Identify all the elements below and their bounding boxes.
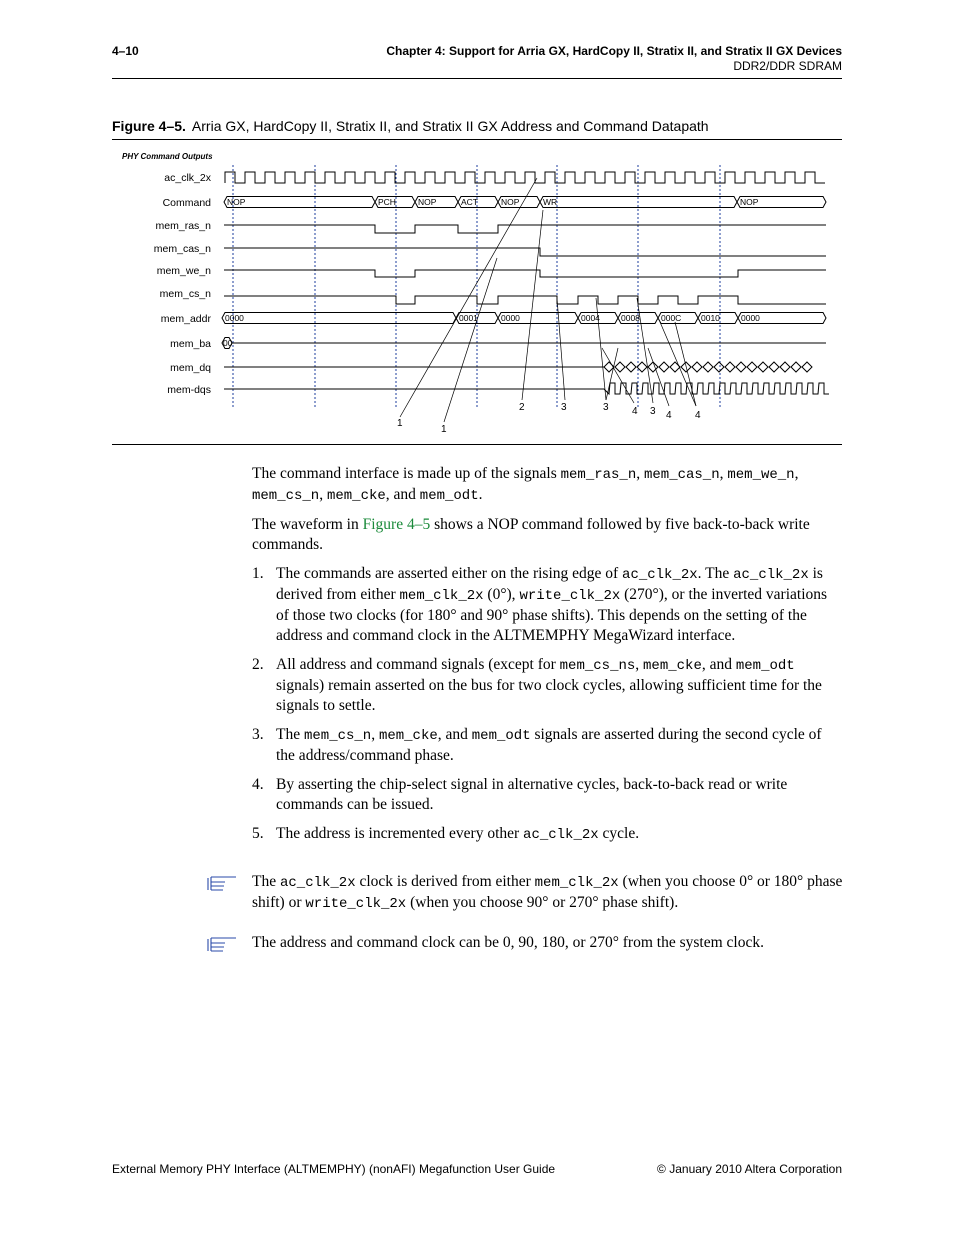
command-bus-value: PCH bbox=[378, 197, 396, 207]
dq-data-cell bbox=[758, 362, 768, 372]
ba-bus-value: 00 bbox=[223, 338, 233, 348]
signal-name: mem_cs_n bbox=[252, 488, 320, 504]
addr-bus-value: 0000 bbox=[501, 313, 520, 323]
callout-leader-line bbox=[602, 348, 634, 403]
command-bus-value: ACT bbox=[461, 197, 478, 207]
figure-title: Arria GX, HardCopy II, Stratix II, and Stratix II GX Address and Command Datapath bbox=[191, 118, 709, 134]
command-bus-segment bbox=[224, 197, 375, 208]
figure-label: Figure 4–5. bbox=[112, 118, 186, 134]
addr-bus-value: 0000 bbox=[741, 313, 760, 323]
addr-bus-segment bbox=[222, 313, 456, 324]
page-number: 4–10 bbox=[112, 44, 139, 58]
signal-label-mem_cs_n: mem_cs_n bbox=[159, 288, 211, 300]
note: The ac_clk_2x clock is derived from either mem_clk_2x (when you choose 0° or 180° phase shift) or write_clk_2x (when you choose 90° or 270° phase shift). bbox=[205, 872, 845, 914]
figure-link[interactable]: Figure 4–5 bbox=[362, 516, 431, 533]
dq-data-cell bbox=[670, 362, 680, 372]
dq-data-cell bbox=[736, 362, 746, 372]
list-item: 1. The commands are asserted either on the rising edge of ac_clk_2x. The ac_clk_2x is derived from either mem_clk_2x (0°), write_clk_2x (270°), or the inverted variations of those two clocks (for 180° and 90° phase shifts). This depends on the setting of the address and command clock in the ALTMEMPHY MegaWizard interface. bbox=[252, 565, 828, 644]
signal-name: mem_we_n bbox=[727, 467, 795, 483]
dq-data-cell bbox=[714, 362, 724, 372]
callout-number: 3 bbox=[650, 406, 656, 417]
addr-bus-value: 0004 bbox=[581, 313, 600, 323]
timing-diagram bbox=[0, 0, 954, 445]
list-item: 4. By asserting the chip-select signal in alternative cycles, back-to-back read or write commands can be issued. bbox=[252, 776, 788, 813]
callout-number: 3 bbox=[561, 402, 567, 413]
addr-bus-value: 0008 bbox=[621, 313, 640, 323]
signal-label-mem_cas_n: mem_cas_n bbox=[153, 243, 211, 255]
callout-leader-line bbox=[400, 178, 537, 417]
cas-waveform bbox=[224, 248, 826, 256]
callout-number: 2 bbox=[519, 402, 525, 413]
signal-label-Command: Command bbox=[162, 197, 211, 209]
dq-data-cell bbox=[703, 362, 713, 372]
addr-bus-value: 0001 bbox=[459, 313, 478, 323]
chapter-title: Chapter 4: Support for Arria GX, HardCopy II, Stratix II, and Stratix II GX Devices bbox=[386, 44, 842, 58]
footer-copyright: © January 2010 Altera Corporation bbox=[657, 1162, 842, 1176]
waveform-paragraph: The waveform in Figure 4–5 shows a NOP command followed by five back-to-back write commands. bbox=[252, 516, 810, 553]
phy-command-outputs-label: PHY Command Outputs bbox=[122, 152, 213, 161]
intro-paragraph: The command interface is made up of the signals mem_ras_n, mem_cas_n, mem_we_n, mem_cs_n, mem_cke, and mem_odt. bbox=[252, 465, 799, 504]
dq-data-cell bbox=[747, 362, 757, 372]
we-waveform bbox=[224, 270, 826, 277]
callout-number: 4 bbox=[695, 410, 701, 421]
callout-number: 4 bbox=[666, 410, 672, 421]
notes bbox=[205, 872, 845, 972]
dq-data-cell bbox=[802, 362, 812, 372]
signal-label-mem_dq: mem_dq bbox=[170, 362, 211, 374]
dqs-waveform bbox=[224, 383, 829, 394]
signal-name: mem_odt bbox=[419, 488, 479, 504]
signal-label-mem_ras_n: mem_ras_n bbox=[155, 220, 211, 232]
callout-leader-line bbox=[444, 258, 497, 422]
figure-rule-bottom bbox=[112, 444, 842, 445]
dq-data-cell bbox=[659, 362, 669, 372]
command-bus-value: NOP bbox=[418, 197, 437, 207]
callout-leader-line bbox=[596, 298, 606, 400]
command-bus-value: WR bbox=[543, 197, 558, 207]
note: The address and command clock can be 0, 90, 180, or 270° from the system clock. bbox=[205, 933, 845, 953]
body-text bbox=[252, 464, 842, 854]
signal-label-mem_addr: mem_addr bbox=[160, 313, 211, 325]
cs-waveform bbox=[224, 296, 826, 304]
section-title: DDR2/DDR SDRAM bbox=[733, 59, 842, 73]
ras-waveform bbox=[224, 225, 826, 233]
addr-bus-value: 0010 bbox=[701, 313, 720, 323]
callout-leader-line bbox=[606, 348, 618, 400]
signal-name: mem_ras_n bbox=[560, 467, 637, 483]
signal-label-mem_we_n: mem_we_n bbox=[156, 265, 211, 277]
dq-data-cell bbox=[615, 362, 625, 372]
list-item: 5. The address is incremented every other ac_clk_2x cycle. bbox=[252, 825, 640, 843]
pointing-hand-icon bbox=[205, 872, 239, 892]
signal-label-mem_ba: mem_ba bbox=[170, 338, 211, 350]
addr-bus-value: 000C bbox=[661, 313, 682, 323]
callout-leader-line bbox=[648, 348, 669, 406]
callout-leader-line bbox=[637, 298, 653, 403]
callout-number: 4 bbox=[632, 406, 638, 417]
callout-number: 1 bbox=[397, 418, 403, 429]
dq-data-cell bbox=[780, 362, 790, 372]
signal-name: mem_cke bbox=[326, 488, 386, 504]
callout-number: 3 bbox=[603, 402, 609, 413]
dq-data-cell bbox=[791, 362, 801, 372]
callout-leader-line bbox=[557, 298, 565, 400]
dq-data-cell bbox=[769, 362, 779, 372]
signal-label-mem-dqs: mem-dqs bbox=[167, 384, 211, 396]
command-bus-value: NOP bbox=[501, 197, 520, 207]
dq-data-cell bbox=[725, 362, 735, 372]
command-bus-value: NOP bbox=[227, 197, 246, 207]
dq-data-cell bbox=[626, 362, 636, 372]
callout-number: 1 bbox=[441, 424, 447, 435]
signal-name: mem_cas_n bbox=[643, 467, 720, 483]
pointing-hand-icon bbox=[205, 933, 239, 953]
dq-data-cell bbox=[692, 362, 702, 372]
command-bus-value: NOP bbox=[740, 197, 759, 207]
signal-label-ac_clk_2x: ac_clk_2x bbox=[164, 172, 211, 184]
callout-leader-line bbox=[522, 210, 543, 400]
steps-list bbox=[252, 564, 842, 845]
footer-guide-title: External Memory PHY Interface (ALTMEMPHY) (nonAFI) Megafunction User Guide bbox=[112, 1162, 556, 1176]
addr-bus-value: 0000 bbox=[225, 313, 244, 323]
list-item: 3. The mem_cs_n, mem_cke, and mem_odt signals are asserted during the second cycle of the address/command phase. bbox=[252, 726, 822, 764]
list-item: 2. All address and command signals (except for mem_cs_ns, mem_cke, and mem_odt signals) remain asserted on the bus for two clock cycles, allowing sufficient time for the signals to settle. bbox=[252, 656, 822, 714]
clock-waveform bbox=[225, 172, 825, 183]
